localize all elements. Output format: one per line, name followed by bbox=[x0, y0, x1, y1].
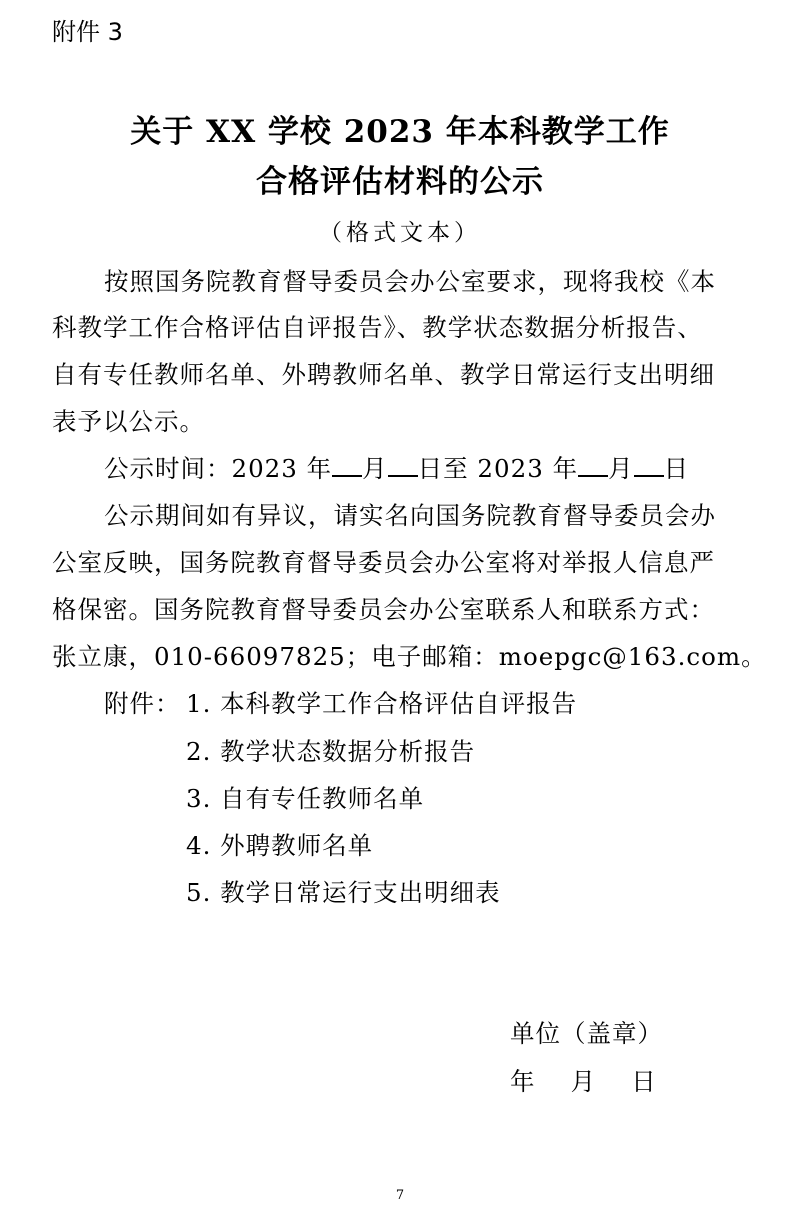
page-number: 7 bbox=[395, 1188, 405, 1203]
attachments-label: 附件： bbox=[104, 689, 181, 718]
signature-unit-seal: 单位（盖章） bbox=[510, 1019, 663, 1048]
attachment-item-5: 5. 教学日常运行支出明细表 bbox=[186, 878, 501, 907]
blank-month-1 bbox=[332, 453, 362, 477]
paragraph-2-line-3: 格保密。国务院教育督导委员会办公室联系人和联系方式： bbox=[52, 595, 715, 624]
attachment-item-2: 2. 教学状态数据分析报告 bbox=[186, 737, 476, 766]
period-day-1: 日至 2023 年 bbox=[417, 454, 579, 483]
period-month-2: 月 bbox=[608, 454, 634, 483]
period-label: 公示时间：2023 年 bbox=[104, 454, 333, 483]
period-day-2: 日 bbox=[663, 454, 690, 483]
paragraph-1-line-2: 科教学工作合格评估自评报告》、教学状态数据分析报告、 bbox=[52, 313, 703, 342]
blank-month-2 bbox=[578, 453, 608, 477]
paragraph-2-line-1: 公示期间如有异议，请实名向国务院教育督导委员会办 bbox=[104, 501, 716, 530]
attachment-item-3: 3. 自有专任教师名单 bbox=[186, 784, 425, 813]
attachment-number-label: 附件 3 bbox=[52, 18, 123, 46]
document-title-line-1: 关于 XX 学校 2023 年本科教学工作 bbox=[130, 114, 670, 150]
paragraph-1-line-4: 表予以公示。 bbox=[52, 407, 205, 436]
document-title-line-2: 合格评估材料的公示 bbox=[256, 164, 544, 200]
paragraph-2-line-2: 公室反映，国务院教育督导委员会办公室将对举报人信息严 bbox=[52, 548, 715, 577]
paragraph-2-line-4: 张立康，010-66097825；电子邮箱：moepgc@163.com。 bbox=[52, 642, 767, 671]
attachment-item-4: 4. 外聘教师名单 bbox=[186, 831, 374, 860]
period-month-1: 月 bbox=[362, 454, 388, 483]
document-subtitle: （格式文本） bbox=[319, 220, 481, 246]
blank-day-2 bbox=[634, 453, 664, 477]
paragraph-1-line-3: 自有专任教师名单、外聘教师名单、教学日常运行支出明细 bbox=[52, 360, 715, 389]
publicity-period bbox=[104, 450, 689, 485]
blank-day-1 bbox=[388, 453, 418, 477]
signature-date: 年 月 日 bbox=[510, 1067, 657, 1096]
paragraph-1-line-1: 按照国务院教育督导委员会办公室要求，现将我校《本 bbox=[104, 267, 716, 296]
attachment-item-1: 1. 本科教学工作合格评估自评报告 bbox=[186, 689, 578, 718]
